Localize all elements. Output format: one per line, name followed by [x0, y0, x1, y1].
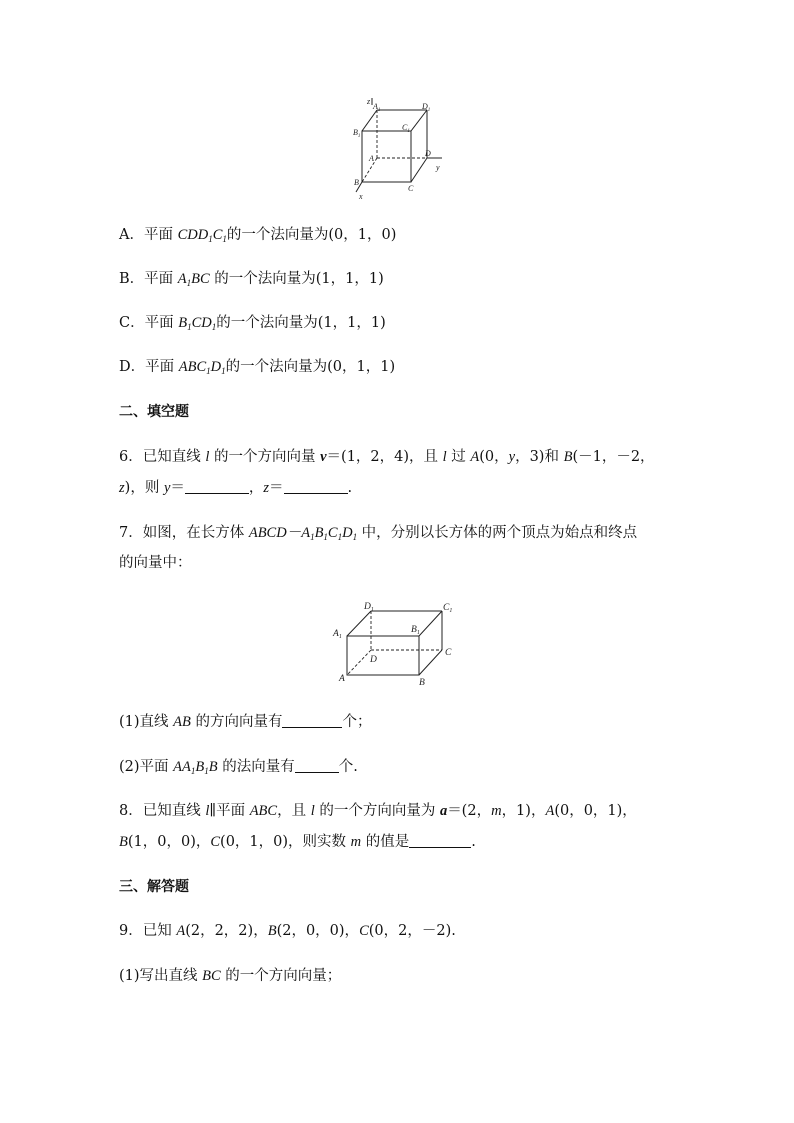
- fig1-label-a: A: [369, 154, 374, 163]
- fig1-label-z: z: [367, 97, 371, 106]
- answer-blank-y[interactable]: [185, 479, 249, 494]
- question-8-line-1: 8．已知直线 l∥平面 ABC，且 l 的一个方向向量为 a＝(2，m，1)，A(0，0，1)，: [119, 803, 637, 819]
- fig1-label-b: B: [354, 178, 359, 187]
- fig1-label-c1: $C_1$: [402, 123, 410, 134]
- question-7-line-1: 7．如图，在长方体 $ABCD-A_1B_1C_1D_1$ 中，分别以长方体的两个顶点为始点和终点: [119, 525, 638, 542]
- fig1-label-x: x: [359, 192, 363, 201]
- question-9-sub-1: (1)写出直线 BC 的一个方向向量；: [119, 968, 342, 984]
- cube-figure: [345, 95, 455, 205]
- fig2-label-d: D: [370, 655, 377, 665]
- fig2-label-b1: $B_1$: [411, 625, 420, 636]
- fig1-label-a1: $A_1$: [373, 102, 381, 113]
- fig1-label-c: C: [408, 184, 414, 193]
- question-7-sub-2: (2)平面 $AA_1B_1B$ 的法向量有 个.: [119, 759, 358, 776]
- answer-blank-7-2[interactable]: [295, 758, 339, 773]
- fig1-label-y: y: [436, 163, 440, 172]
- section-heading-answer: 三、解答题: [119, 879, 189, 895]
- question-6-line-2: z)，则 y＝ ，z＝ .: [119, 480, 353, 496]
- question-7-sub-1: (1)直线 AB 的方向向量有 个；: [119, 714, 372, 730]
- fig2-label-c1: $C_1$: [443, 603, 453, 614]
- fig1-label-d: D: [425, 149, 431, 158]
- option-b: B．平面 $A_1BC$ 的一个法向量为(1，1，1): [119, 271, 384, 288]
- fig2-label-b: B: [419, 678, 425, 688]
- question-6-line-1: 6．已知直线 l 的一个方向向量 v＝(1，2，4)，且 l 过 A(0，y，3)和 B(－1，－2，: [119, 449, 655, 465]
- fig2-label-c: C: [445, 648, 452, 658]
- option-c: C．平面 $B_1CD_1$的一个法向量为(1，1，1): [119, 315, 386, 332]
- fig2-label-a: A: [339, 674, 345, 684]
- question-9-line-1: 9．已知 A(2，2，2)，B(2，0，0)，C(0，2，－2).: [119, 923, 456, 939]
- answer-blank-z[interactable]: [284, 479, 348, 494]
- question-8-line-2: B(1，0，0)，C(0，1，0)，则实数 m 的值是 .: [119, 834, 476, 850]
- option-d: D．平面 $ABC_1D_1$的一个法向量为(0，1，1): [119, 359, 396, 376]
- fig2-label-d1: $D_1$: [364, 602, 374, 613]
- answer-blank-m[interactable]: [409, 833, 471, 848]
- cuboid-figure: [330, 598, 460, 690]
- option-a: A．平面 $CDD_1C_1$的一个法向量为(0，1，0): [119, 227, 397, 244]
- answer-blank-7-1[interactable]: [282, 713, 342, 728]
- section-heading-fill-blank: 二、填空题: [119, 404, 189, 420]
- question-7-line-2: 的向量中：: [119, 555, 192, 571]
- fig2-label-a1: $A_1$: [333, 629, 342, 640]
- fig1-label-d1: $D_1$: [422, 102, 431, 113]
- fig1-label-b1: $B_1$: [353, 128, 361, 139]
